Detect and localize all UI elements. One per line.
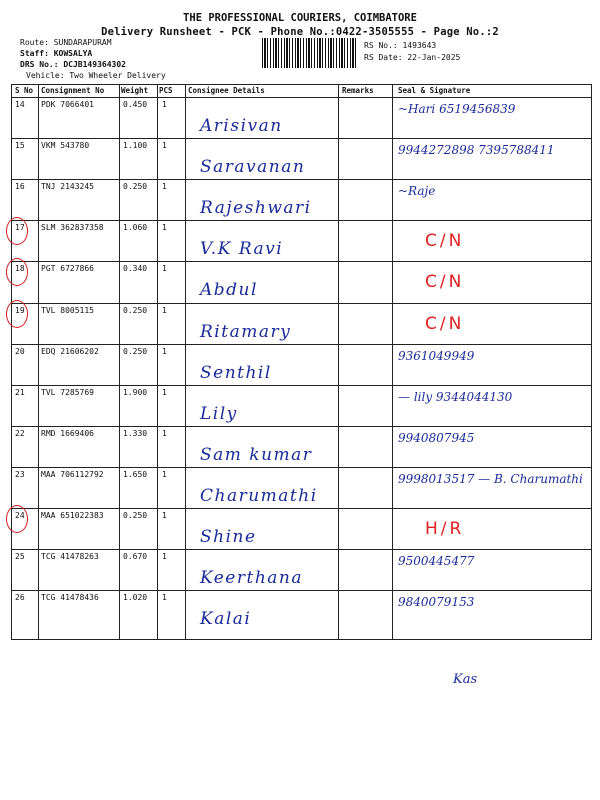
remark-mark: H/R: [425, 519, 465, 539]
recipient-signature: — lily 9344044130: [398, 389, 513, 404]
consignee-name: Charumathi: [200, 485, 318, 506]
weight-value: 1.330: [123, 428, 148, 438]
recipient-signature: 9500445477: [398, 554, 475, 569]
rs-number: RS No.: 1493643: [364, 41, 437, 50]
consignment-number: TVL 7285769: [41, 387, 94, 397]
route-text: Route: SUNDARAPURAM: [20, 38, 112, 47]
recipient-signature: 9940807945: [398, 430, 475, 445]
recipient-signature: ~Hari 6519456839: [398, 102, 516, 116]
weight-value: 0.250: [123, 346, 148, 356]
consignee-name: Keerthana: [200, 568, 303, 589]
serial-number: 21: [15, 387, 25, 397]
column-header: Weight: [121, 86, 149, 95]
vehicle-text: Vehicle: Two Wheeler Delivery: [26, 71, 166, 80]
consignment-number: MAA 651022383: [41, 511, 104, 520]
serial-number: 14: [15, 100, 25, 109]
column-header: S No: [15, 86, 34, 95]
consignee-name: Ritamary: [200, 321, 292, 342]
pieces-count: 1: [162, 346, 167, 356]
consignee-name: V.K Ravi: [200, 239, 284, 260]
weight-value: 0.670: [123, 552, 148, 562]
recipient-signature: 9944272898 7395788411: [398, 143, 555, 158]
consignment-number: RMD 1669406: [41, 428, 94, 438]
weight-value: 1.900: [123, 387, 148, 397]
remark-mark: C/N: [425, 272, 465, 293]
consignment-number: TCG 41478436: [41, 593, 99, 603]
serial-number: 22: [15, 428, 25, 438]
serial-number: 19: [15, 305, 25, 315]
pieces-count: 1: [162, 182, 167, 192]
consignment-number: PGT 6727866: [41, 264, 94, 274]
consignee-name: Rajeshwari: [200, 198, 312, 219]
weight-value: 1.020: [123, 593, 148, 603]
pieces-count: 1: [162, 552, 167, 562]
footer-signature: Kas: [453, 672, 478, 687]
serial-circle-mark: [6, 300, 28, 328]
serial-number: 17: [15, 223, 25, 233]
pieces-count: 1: [162, 387, 167, 397]
weight-value: 1.650: [123, 469, 148, 479]
consignment-number: EDQ 21606202: [41, 346, 99, 356]
staff-text: Staff: KOWSALYA: [20, 49, 93, 58]
drs-number: DRS No.: DCJB149364302: [20, 60, 126, 69]
consignment-number: TVL 8005115: [41, 305, 94, 315]
consignee-name: Lily: [200, 403, 238, 424]
column-header: Seal & Signature: [398, 86, 471, 95]
runsheet-subtitle: Delivery Runsheet - PCK - Phone No.:0422-3505555 - Page No.:2: [101, 26, 499, 38]
pieces-count: 1: [162, 100, 167, 109]
weight-value: 0.250: [123, 511, 148, 520]
column-header: Remarks: [342, 86, 374, 95]
column-header: Consignment No: [41, 86, 105, 95]
consignee-name: Abdul: [200, 280, 258, 301]
consignment-number: TCG 41478263: [41, 552, 99, 562]
rs-date: RS Date: 22-Jan-2025: [364, 53, 461, 62]
remark-mark: C/N: [425, 231, 465, 252]
weight-value: 0.250: [123, 182, 148, 192]
company-title: THE PROFESSIONAL COURIERS, COIMBATORE: [183, 12, 417, 24]
pieces-count: 1: [162, 469, 167, 479]
column-header: PCS: [159, 86, 173, 95]
barcode: [262, 38, 358, 68]
consignee-name: Senthil: [200, 362, 272, 383]
serial-circle-mark: [6, 505, 28, 533]
pieces-count: 1: [162, 511, 167, 520]
pieces-count: 1: [162, 223, 167, 233]
recipient-signature: 9840079153: [398, 595, 475, 610]
recipient-signature: ~Raje: [398, 184, 436, 199]
pieces-count: 1: [162, 428, 167, 438]
serial-number: 20: [15, 346, 25, 356]
consignment-number: SLM 362837358: [41, 223, 104, 233]
consignment-number: VKM 543780: [41, 141, 90, 151]
weight-value: 0.450: [123, 100, 148, 109]
serial-number: 24: [15, 511, 25, 520]
consignee-name: Kalai: [200, 609, 252, 630]
serial-number: 15: [15, 141, 25, 151]
consignment-number: TNJ 2143245: [41, 182, 94, 192]
pieces-count: 1: [162, 305, 167, 315]
pieces-count: 1: [162, 141, 167, 151]
recipient-signature: 9361049949: [398, 348, 475, 363]
weight-value: 1.060: [123, 223, 148, 233]
consignment-number: PDK 7066401: [41, 100, 94, 109]
serial-number: 23: [15, 469, 25, 479]
recipient-signature: 9998013517 — B. Charumathi: [398, 471, 583, 486]
pieces-count: 1: [162, 264, 167, 274]
consignee-name: Arisivan: [200, 116, 283, 136]
weight-value: 0.250: [123, 305, 148, 315]
column-header: Consignee Details: [188, 86, 265, 95]
serial-number: 18: [15, 264, 25, 274]
pieces-count: 1: [162, 593, 167, 603]
consignment-number: MAA 706112792: [41, 469, 104, 479]
serial-number: 16: [15, 182, 25, 192]
serial-number: 25: [15, 552, 25, 562]
weight-value: 0.340: [123, 264, 148, 274]
consignee-name: Shine: [200, 527, 257, 547]
serial-number: 26: [15, 593, 25, 603]
weight-value: 1.100: [123, 141, 148, 151]
remark-mark: C/N: [425, 313, 465, 334]
consignee-name: Saravanan: [200, 157, 306, 178]
consignee-name: Sam kumar: [200, 444, 313, 465]
